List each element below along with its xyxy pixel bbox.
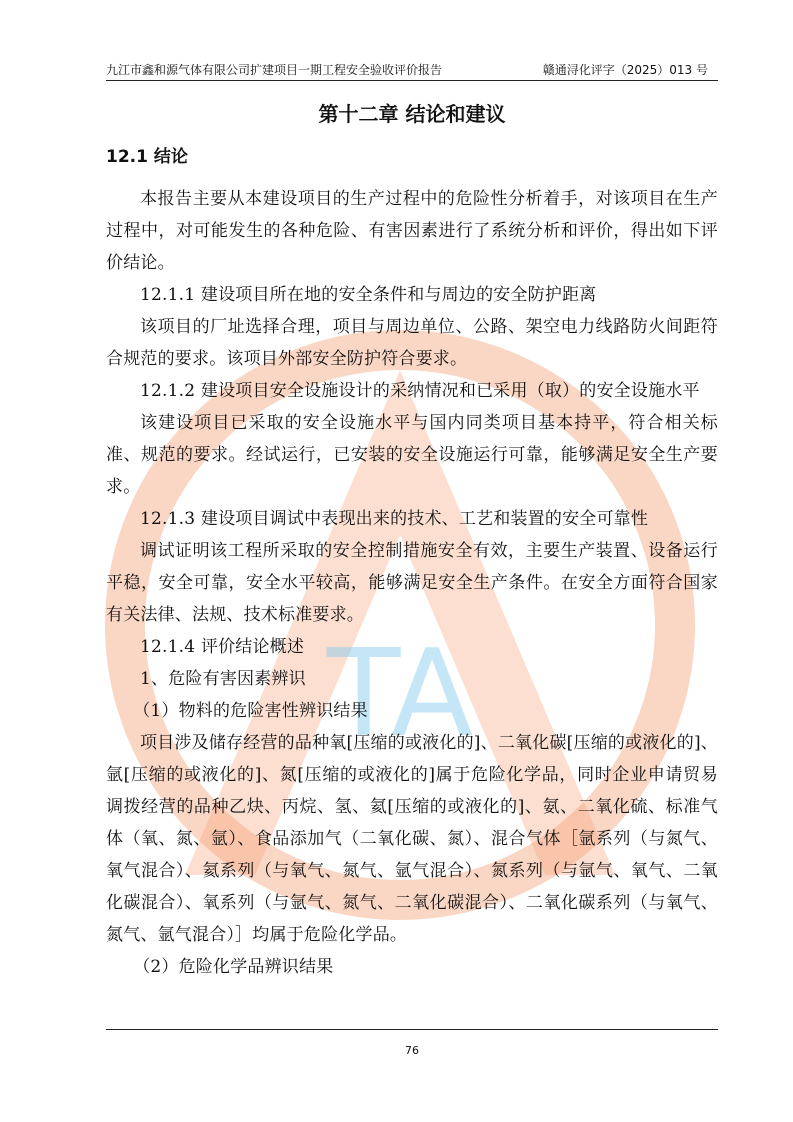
list-item-material-hazard: （1）物料的危险害性辨识结果 bbox=[133, 701, 368, 721]
watermark-letters: TA bbox=[326, 625, 474, 764]
chapter-title: 第十二章 结论和建议 bbox=[318, 102, 506, 126]
subheading-12-1-2: 12.1.2 建设项目安全设施设计的采纳情况和已采用（取）的安全设施水平 bbox=[140, 381, 700, 401]
paragraph-12-1-1: 该项目的厂址选择合理，项目与周边单位、公路、架空电力线路防火间距符合规范的要求。该项目外部安全防护符合要求。 bbox=[106, 317, 718, 369]
body-text bbox=[106, 183, 718, 983]
paragraph-12-1-2: 该建设项目已采取的安全设施水平与国内同类项目基本持平，符合相关标准、规范的要求。经试运行，已安装的安全设施运行可靠，能够满足安全生产要求。 bbox=[106, 413, 718, 497]
paragraph-12-1-3: 调试证明该工程所采取的安全控制措施安全有效，主要生产装置、设备运行平稳，安全可靠，安全水平较高，能够满足安全生产条件。在安全方面符合国家有关法律、法规、技术标准要求。 bbox=[106, 541, 718, 625]
subheading-12-1-3: 12.1.3 建设项目调试中表现出来的技术、工艺和装置的安全可靠性 bbox=[140, 509, 649, 529]
list-item-hazard-identification: 1、危险有害因素辨识 bbox=[140, 669, 306, 689]
page-header bbox=[106, 62, 718, 81]
paragraph-intro: 本报告主要从本建设项目的生产过程中的危险性分析着手，对该项目在生产过程中，对可能发生的各种危险、有害因素进行了系统分析和评价，得出如下评价结论。 bbox=[106, 189, 718, 273]
list-item-chemical-identification: （2）危险化学品辨识结果 bbox=[133, 957, 334, 977]
paragraph-material-hazard: 项目涉及储存经营的品种氧[压缩的或液化的]、二氧化碳[压缩的或液化的]、氩[压缩的或液化的]、氮[压缩的或液化的]属于危险化学品，同时企业申请贸易调拨经营的品种乙炔、丙烷、氢、氦[压缩的或液化的]、氨、二氧化硫、标准气体（氧、氮、氩）、食品添加气（二氧化碳、氮）、混合气体［氩系列（与氮气、氧气混合）、氦系列（与氧气、氮气、氩气混合）、氮系列（与氩气、氧气、二氧化碳混合）、氧系列（与氩气、氮气、二氧化碳混合）、二氧化碳系列（与氧气、氮气、氩气混合）］均属于危险化学品。 bbox=[106, 733, 718, 945]
subheading-12-1-1: 12.1.1 建设项目所在地的安全条件和与周边的安全防护距离 bbox=[140, 285, 597, 305]
footer-divider bbox=[106, 1029, 718, 1030]
subheading-12-1-4: 12.1.4 评价结论概述 bbox=[140, 637, 305, 657]
page-number: 76 bbox=[405, 1044, 419, 1057]
section-title: 12.1 结论 bbox=[106, 147, 188, 167]
header-report-number: 赣通浔化评字（2025）013 号 bbox=[542, 63, 708, 77]
header-report-title: 九江市鑫和源气体有限公司扩建项目一期工程安全验收评价报告 bbox=[106, 63, 443, 77]
